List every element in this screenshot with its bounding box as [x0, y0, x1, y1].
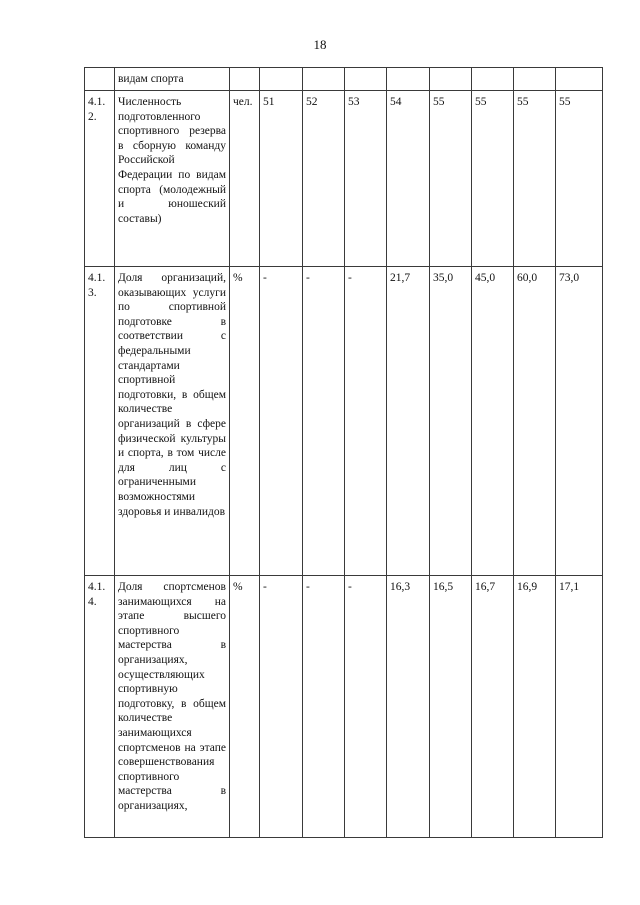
table-row: [85, 267, 603, 576]
value-cell: 52: [303, 91, 345, 267]
indicator-name: Доля спортсменов занимающихся на этапе высшего спортивного мастерства в организациях, осуществляющих спортивную подготовку, в общем количестве занимающихся спортсменов на этапе совершенствования спортивного мастерства в организациях,: [115, 576, 230, 838]
page-number: 18: [313, 37, 327, 52]
value-cell: 54: [387, 91, 430, 267]
value-cell: 16,7: [472, 576, 514, 838]
value-cell: 16,3: [387, 576, 430, 838]
indicator-name: Доля организаций, оказывающих услуги по спортивной подготовке в соответствии с федеральными стандартами спортивной подготовки, в общем количестве организаций в сфере физической культуры и спорта, в том числе для лиц с ограниченными возможностями здоровья и инвалидов: [115, 267, 230, 576]
indicator-name: видам спорта: [115, 68, 230, 91]
table-row: [85, 91, 603, 267]
row-number: 4.1. 3.: [85, 267, 115, 576]
value-cell: 35,0: [430, 267, 472, 576]
value-cell: 55: [514, 91, 556, 267]
value-cell: -: [260, 576, 303, 838]
row-number: 4.1. 4.: [85, 576, 115, 838]
value-cell: -: [303, 576, 345, 838]
value-cell: -: [260, 267, 303, 576]
table-row-continuation: [85, 68, 603, 91]
value-cell: 21,7: [387, 267, 430, 576]
value-cell: 55: [472, 91, 514, 267]
value-cell: 16,5: [430, 576, 472, 838]
value-cell: 45,0: [472, 267, 514, 576]
value-cell: 16,9: [514, 576, 556, 838]
value-cell: 17,1: [556, 576, 603, 838]
value-cell: -: [303, 267, 345, 576]
value-cell: 51: [260, 91, 303, 267]
row-number: [85, 68, 115, 91]
unit-cell: чел.: [230, 91, 260, 267]
table-row: [85, 576, 603, 838]
unit-cell: %: [230, 576, 260, 838]
value-cell: 53: [345, 91, 387, 267]
value-cell: -: [345, 267, 387, 576]
value-cell: 60,0: [514, 267, 556, 576]
value-cell: -: [345, 576, 387, 838]
indicator-name: Численность подготовленного спортивного резерва в сборную команду Российской Федерации по видам спорта (молодежный и юношеский составы): [115, 91, 230, 267]
row-number: 4.1. 2.: [85, 91, 115, 267]
value-cell: 55: [556, 91, 603, 267]
value-cell: 73,0: [556, 267, 603, 576]
value-cell: 55: [430, 91, 472, 267]
indicators-table: [84, 67, 603, 838]
unit-cell: %: [230, 267, 260, 576]
